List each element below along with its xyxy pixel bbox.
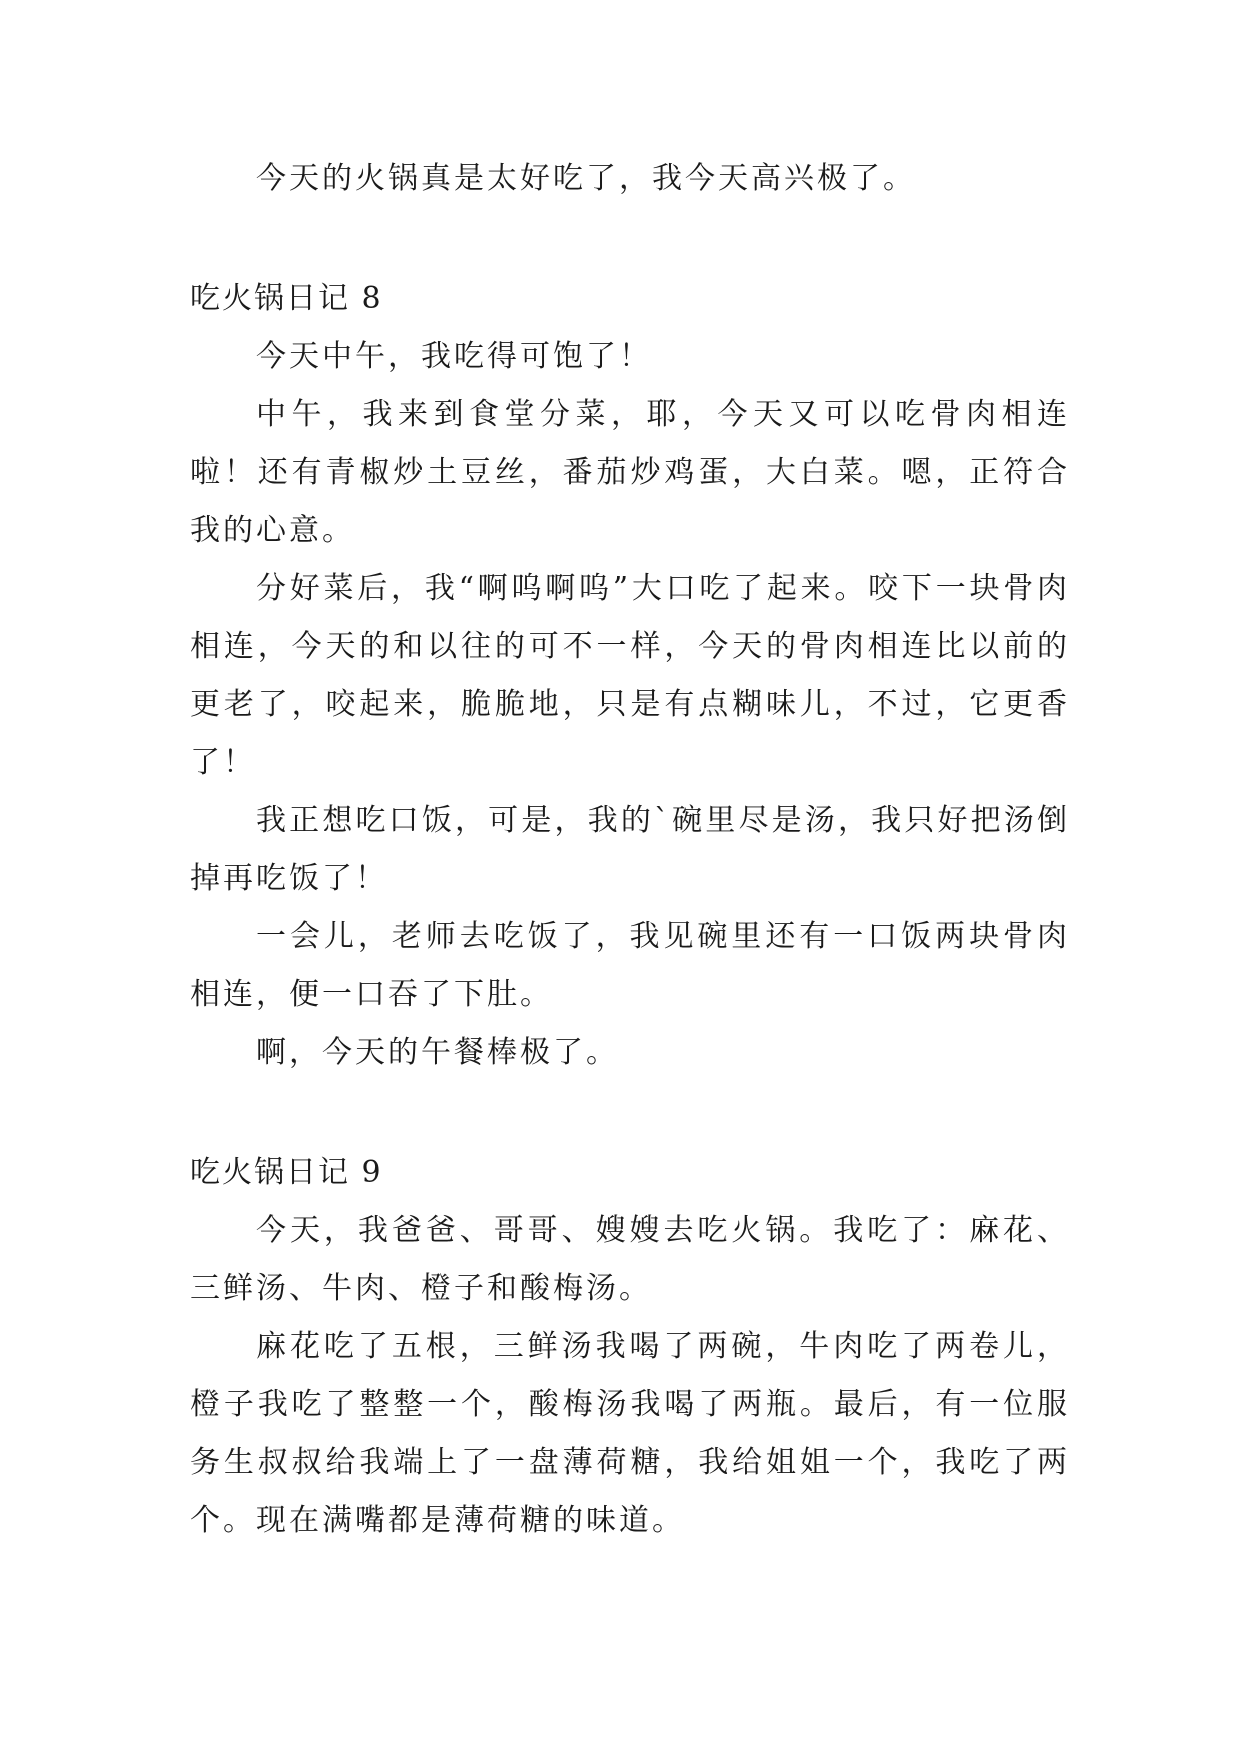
- paragraph: 中午，我来到食堂分菜，耶，今天又可以吃骨肉相连啦！还有青椒炒土豆丝，番茄炒鸡蛋，大白菜。嗯，正符合我的心意。: [190, 397, 1070, 548]
- paragraph: 一会儿，老师去吃饭了，我见碗里还有一口饭两块骨肉相连，便一口吞了下肚。: [190, 919, 1070, 1012]
- paragraph: 今天，我爸爸、哥哥、嫂嫂去吃火锅。我吃了：麻花、三鲜汤、牛肉、橙子和酸梅汤。: [190, 1213, 1070, 1306]
- paragraph: 我正想吃口饭，可是，我的`碗里尽是汤，我只好把汤倒掉再吃饭了！: [190, 803, 1070, 896]
- document-page: [190, 150, 1070, 1730]
- section-gap: [190, 1082, 1070, 1144]
- paragraph: 今天中午，我吃得可饱了！: [256, 339, 652, 374]
- paragraph: 今天的火锅真是太好吃了，我今天高兴极了。: [256, 161, 916, 196]
- paragraph: 麻花吃了五根，三鲜汤我喝了两碗，牛肉吃了两卷儿，橙子我吃了整整一个，酸梅汤我喝了两瓶。最后，有一位服务生叔叔给我端上了一盘薄荷糖，我给姐姐一个，我吃了两个。现在满嘴都是薄荷糖的味道。: [190, 1329, 1070, 1538]
- section-title: 吃火锅日记 9: [190, 1155, 383, 1190]
- section-title: 吃火锅日记 8: [190, 281, 383, 316]
- paragraph: 分好菜后，我“啊呜啊呜”大口吃了起来。咬下一块骨肉相连，今天的和以往的可不一样，今天的骨肉相连比以前的更老了，咬起来，脆脆地，只是有点糊味儿，不过，它更香了！: [190, 571, 1070, 780]
- paragraph: 啊，今天的午餐棒极了。: [256, 1035, 619, 1070]
- section-gap: [190, 208, 1070, 270]
